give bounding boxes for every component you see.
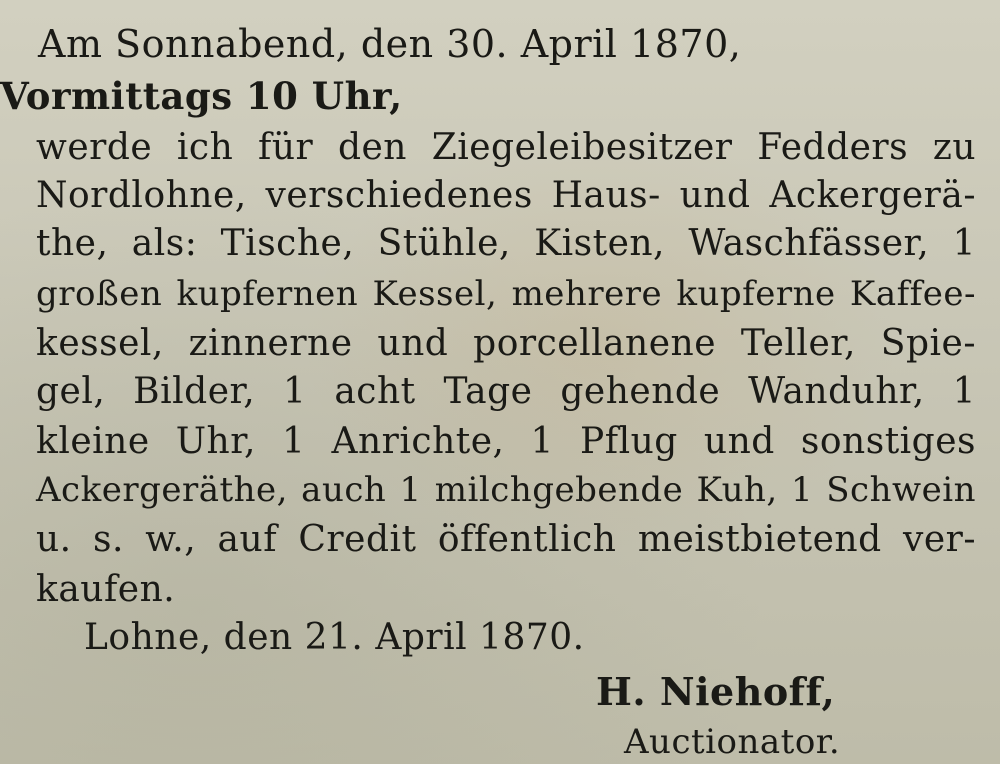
signature-name: H. Niehoff, <box>596 669 836 714</box>
notice-time: Vormittags 10 Uhr, <box>0 74 403 118</box>
notice-heading: Am Sonnabend, den 30. April 1870, <box>38 22 742 66</box>
body-line: Nordlohne, verschiedenes Haus- und Ackergerä- <box>36 175 976 216</box>
body-line: gel, Bilder, 1 acht Tage gehende Wanduhr, 1 <box>36 371 976 412</box>
body-line: the, als: Tische, Stühle, Kisten, Waschfässer, 1 <box>36 223 976 264</box>
body-line: großen kupfernen Kessel, mehrere kupferne Kaffee- <box>36 274 976 314</box>
body-line: kessel, zinnerne und porcellanene Teller, Spie- <box>36 323 976 364</box>
body-line-last: kaufen. <box>36 569 176 610</box>
body-line: werde ich für den Ziegeleibesitzer Fedders zu <box>36 127 976 168</box>
body-line: Ackergeräthe, auch 1 milchgebende Kuh, 1 Schwein <box>36 470 976 510</box>
body-line: kleine Uhr, 1 Anrichte, 1 Pflug und sonstiges <box>36 421 976 462</box>
body-line: u. s. w., auf Credit öffentlich meistbietend ver- <box>36 519 976 560</box>
place-and-date: Lohne, den 21. April 1870. <box>84 617 585 658</box>
signature-title: Auctionator. <box>624 722 841 762</box>
